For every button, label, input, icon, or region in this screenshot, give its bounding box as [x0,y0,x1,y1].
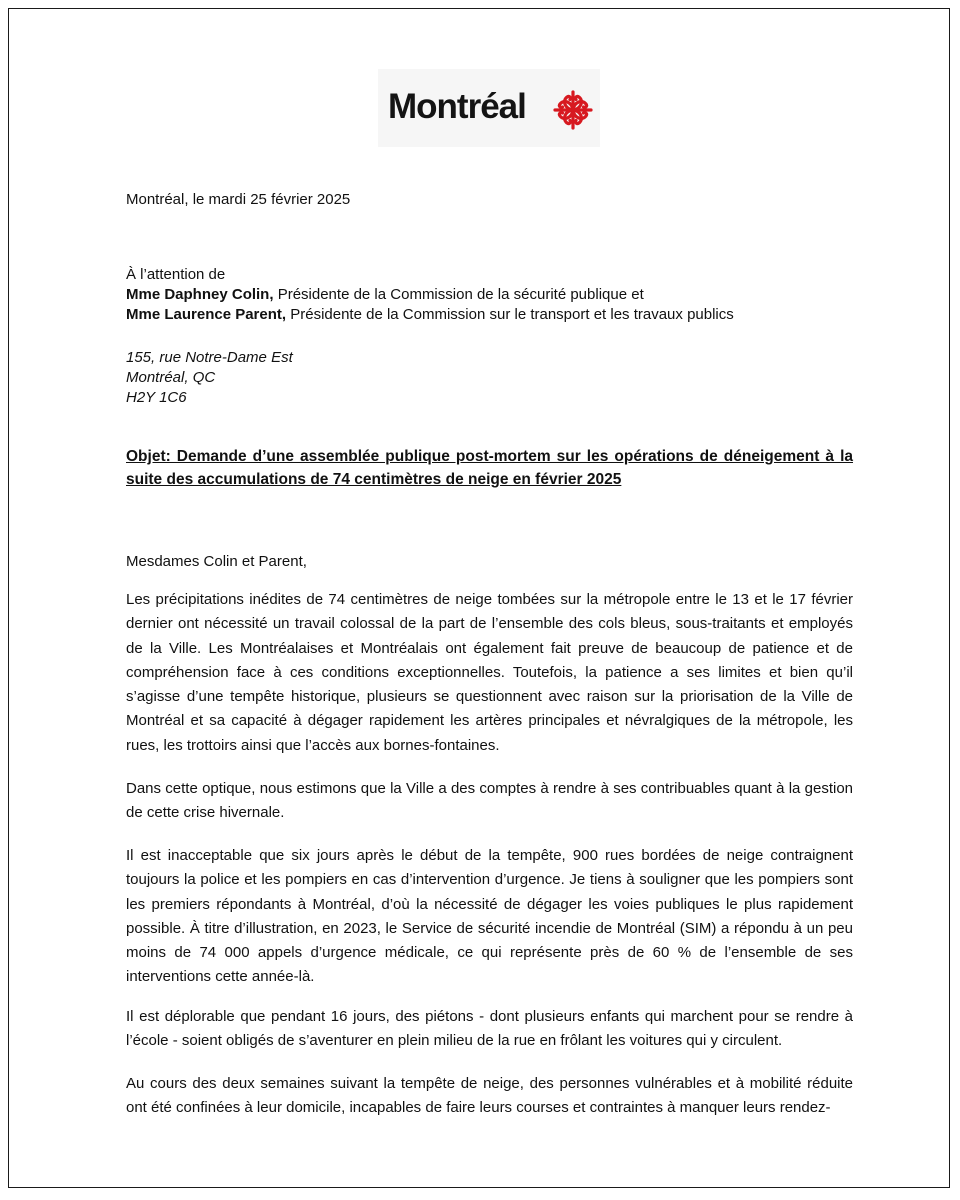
recipients-block [126,265,853,325]
recipient-name: Mme Laurence Parent, [126,306,287,323]
letter-date: Montréal, le mardi 25 février 2025 [126,191,351,208]
body-paragraph: Il est déplorable que pendant 16 jours, des piétons - dont plusieurs enfants qui marchent pour se rendre à l’école - soient obligés de s’aventurer en plein milieu de la rue en frôlant les voitures qui y circulent. [126,1008,853,1050]
logo-wordmark: Montréal [388,87,526,126]
body-paragraph: Il est inacceptable que six jours après le début de la tempête, 900 rues bordées de neige contraignent toujours la police et les pompiers en cas d’intervention d’urgence. Je tiens à souligner que les pompiers sont les premiers répondants à Montréal, d’où la nécessité de dégager les voies publiques le plus rapidement possible. À titre d’illustration, en 2023, le Service de sécurité incendie de Montréal (SIM) a répondu à un peu moins de 74 000 appels d’urgence médicale, ce qui représente près de 60 % de l’ensemble de ses interventions cette année-là. [126,847,853,986]
recipient-line [126,305,853,325]
letter-subject: Objet: Demande d’une assemblée publique post-mortem sur les opérations de déneigement à la suite des accumulations de 74 centimètres de neige en février 2025 [126,448,853,488]
montreal-logo [378,69,600,147]
recipient-role: Présidente de la Commission de la sécurité publique et [273,286,644,303]
address-line: H2Y 1C6 [126,389,187,406]
recipient-line [126,285,853,305]
body-paragraph: Au cours des deux semaines suivant la tempête de neige, des personnes vulnérables et à mobilité réduite ont été confinées à leur domicile, incapables de faire leurs courses et contraintes à manquer leurs rendez- [126,1075,853,1117]
recipient-name: Mme Daphney Colin, [126,286,274,303]
body-paragraph: Dans cette optique, nous estimons que la Ville a des comptes à rendre à ses contribuables quant à la gestion de cette crise hivernale. [126,780,853,822]
recipient-role: Présidente de la Commission sur le transport et les travaux publics [286,306,734,323]
address-line: 155, rue Notre-Dame Est [126,349,293,366]
address-line: Montréal, QC [126,369,216,386]
body-paragraph: Les précipitations inédites de 74 centimètres de neige tombées sur la métropole entre le 13 et le 17 février dernier ont nécessité un travail colossal de la part de l’ensemble des cols bleus, sous-traitants et employés de la Ville. Les Montréalaises et Montréalais ont également fait preuve de beaucoup de patience et de compréhension face à ces conditions exceptionnelles. Toutefois, la patience a ses limites et bien qu’il s’agisse d’une tempête historique, plusieurs se questionnent avec raison sur la priorisation de la Ville de Montréal et sa capacité à dégager rapidement les artères principales et névralgiques de la métropole, les rues, les trottoirs ainsi que l’accès aux bornes-fontaines. [126,591,853,754]
document-page [8,8,950,1188]
montreal-rosette-icon [550,87,596,133]
attention-line: À l’attention de [126,266,226,283]
address-block [126,348,853,408]
salutation: Mesdames Colin et Parent, [126,553,307,570]
